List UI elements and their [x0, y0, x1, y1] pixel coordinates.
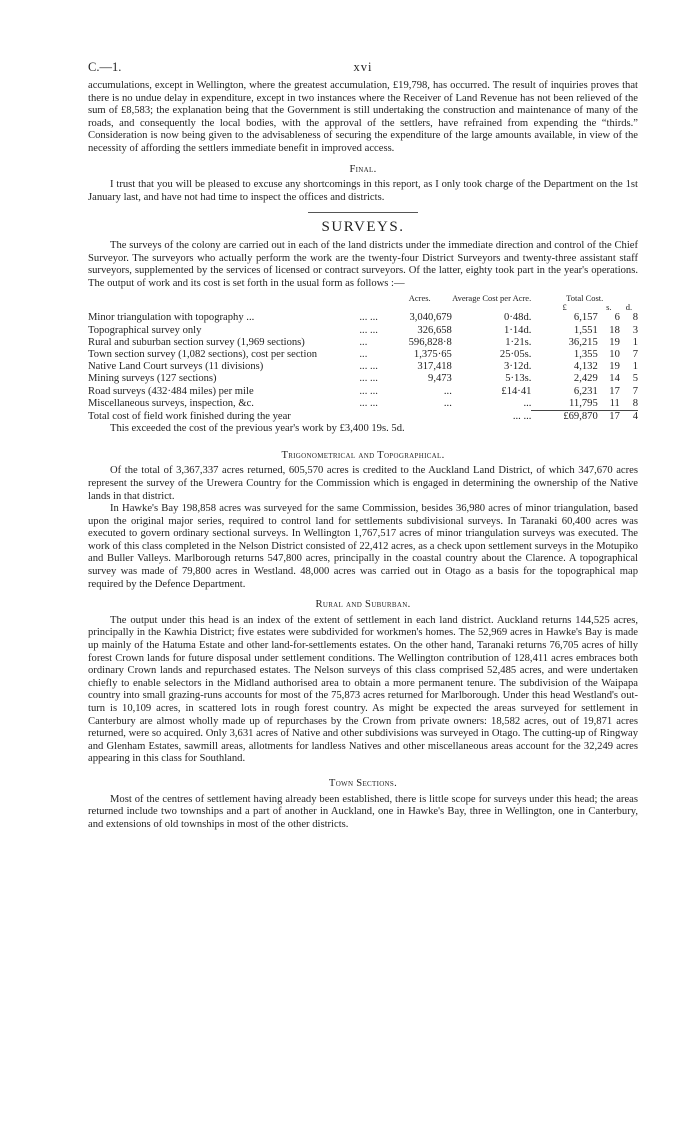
row-acres: 596,828·8: [408, 336, 452, 348]
row-average-cost: 5·13s.: [505, 373, 532, 385]
table-units-row: [88, 303, 638, 312]
row-shillings: 19: [609, 361, 620, 373]
row-pence: 1: [632, 361, 638, 373]
row-shillings: 6: [614, 312, 620, 324]
table-header-row: [88, 294, 638, 303]
intro-paragraph: accumulations, except in Wellington, where the greatest accumulation, £19,798, has occurred. The result of inquiries proves that there is no undue delay in expenditure, except in two instances where the Receiver of Land Revenue has not been relieved of the sum of £8,583; the explanation being that the Government is still undertaking the construction and maintenance of many of the roads, and consequently the local bodies, with the approval of the settlers, have refrained from expending the “thirds.” Consideration is now being given to the advisableness of securing the expenditure of the large amounts available, in view of the necessity of affording the settlers immediate benefit in improved access.: [88, 80, 638, 154]
row-description: Road surveys (432·484 miles) per mile: [88, 385, 254, 397]
row-pence: 7: [632, 348, 638, 360]
row-pounds: 36,215: [568, 336, 598, 348]
row-leader-dots: ... ...: [359, 324, 378, 336]
row-pounds: 6,231: [573, 385, 598, 397]
trig-paragraph-2: In Hawke's Bay 198,858 acres was surveyed for the same Commission, besides 36,980 acres of minor triangulation, based upon the original major series, required to control land for settlements subdivisional surveys. In Taranaki 60,400 acres was executed to govern ordinary sectional surveys. In Wellington 1,767,517 acres of minor triangulation surveys was executed. The work of this class completed in the Nelson District consisted of 22,412 acres, as a check upon settlement surveys in the Motupiko and Buller Valleys. Marlborough returns 547,800 acres, principally in the coastal country about the Clarence. A topographical survey was made of 79,800 acres in Westland. 48,000 acres was carried out in Otago as a basis for the topographical map required by the Defence Department.: [88, 503, 638, 590]
row-average-cost: 1·14d.: [504, 324, 532, 336]
page-header: [88, 60, 638, 76]
surveys-heading: SURVEYS.: [321, 219, 405, 236]
row-acres: 3,040,679: [409, 312, 452, 324]
row-acres: 9,473: [428, 373, 452, 385]
table-row: [88, 325, 638, 337]
row-description: Minor triangulation with topography ...: [88, 312, 255, 324]
final-heading: Final.: [349, 163, 377, 175]
page-number: xvi: [353, 60, 373, 74]
trig-heading: Trigonometrical and Topographical.: [281, 449, 445, 461]
row-description: Town section survey (1,082 sections), cost per section: [88, 348, 318, 360]
row-pence: 5: [632, 373, 638, 385]
row-pounds: 4,132: [573, 361, 598, 373]
row-acres: 317,418: [417, 361, 452, 373]
row-pence: 8: [632, 312, 638, 324]
row-leader-dots: ... ...: [359, 361, 378, 373]
rural-paragraph: The output under this head is an index of the extent of settlement in each land district. Auckland returns 144,525 acres, principally in the Kawhia District; five estates were subdivided for workmen's homes. The 52,969 acres in Hawke's Bay is made up mainly of the Hatuma Estate and other land-for-settlements estates. On the other hand, Taranaki returns 76,705 acres of hilly forest Crown lands for future disposal under settlement conditions. The Wellington contribution of 128,411 acres embraces both ordinary Crown lands and repurchased estates. The Nelson surveys of this class comprised 52,485 acres, and were undertaken chiefly to enable selectors in the Midland authorised area to obtain a more permanent tenure. The subdivision of the Waipapa country into small grazing-runs accounts for most of the 75,873 acres returned for Marlborough. Under this head Westland's out-turn is 10,109 acres, in scattered lots in rough forest country. As might be expected the areas surveyed for settlement in Canterbury are almost wholly made up of repurchases by the Crown from private owners: 18,582 acres, out of 19,871 acres returned, were so acquired. Only 3,631 acres of Native and other subdivisions was surveyed in Otago. The cutting-up of Ringway and Glenham Estates, sawmill areas, allotments for landless Natives and other miscellaneous areas account for the 32,249 acres appearing in this class for Southland.: [88, 614, 638, 765]
row-description: Native Land Court surveys (11 divisions): [88, 361, 264, 373]
town-heading: Town Sections.: [328, 777, 398, 789]
table-row: [88, 386, 638, 398]
row-acres: 1,375·65: [413, 348, 452, 360]
average-cost-column-header: Average Cost per Acre.: [452, 293, 532, 304]
row-description: Topographical survey only: [88, 324, 202, 336]
shillings-unit: s.: [606, 302, 612, 313]
row-acres: ...: [443, 398, 452, 410]
exceeded-note: This exceeded the cost of the previous year's work by £3,400 19s. 5d.: [110, 423, 405, 435]
total-pounds: £69,870: [531, 410, 597, 423]
town-paragraph: Most of the centres of settlement having already been established, there is little scope for surveys under this head; the areas returned include two townships and a part of another in Auckland, one in Hawke's Bay, three in Wellington, one in Canterbury, and extensions of old townships in most of the other districts.: [88, 793, 638, 830]
page-body: [88, 80, 638, 831]
row-pounds: 1,551: [573, 324, 598, 336]
row-description: Miscellaneous surveys, inspection, &c.: [88, 398, 254, 410]
row-acres: ...: [443, 385, 452, 397]
table-row: [88, 361, 638, 373]
table-row: [88, 337, 638, 349]
row-leader-dots: ...: [359, 348, 368, 360]
total-cost-column-header: Total Cost.: [566, 293, 604, 304]
row-pence: 3: [632, 324, 638, 336]
table-row: [88, 312, 638, 324]
table-row: [88, 398, 638, 411]
row-average-cost: ...: [523, 398, 532, 410]
total-shillings: 17: [598, 410, 620, 423]
row-leader-dots: ... ...: [359, 398, 378, 410]
row-pounds: 1,355: [573, 348, 598, 360]
row-description: Mining surveys (127 sections): [88, 373, 217, 385]
survey-cost-table: [88, 294, 638, 423]
surveys-intro-paragraph: The surveys of the colony are carried out in each of the land districts under the immediate direction and control of the Chief Surveyor. The surveyors who actually perform the work are the twenty-four District Surveyors and twenty-three assistant staff surveyors, supplemented by the services of licensed or contract surveyors. Of the latter, eighty took part in the year's operations. The output of work and its cost is set forth in the usual form as follows :—: [88, 239, 638, 289]
row-average-cost: 1·21s.: [505, 336, 532, 348]
total-pence: 4: [620, 410, 638, 423]
row-description: Rural and suburban section survey (1,969 sections): [88, 336, 305, 348]
pounds-unit: £: [562, 302, 567, 313]
row-acres: 326,658: [417, 324, 452, 336]
row-pounds: 11,795: [569, 397, 598, 409]
row-leader-dots: ... ...: [359, 373, 378, 385]
pence-unit: d.: [625, 302, 633, 313]
row-shillings: 14: [609, 373, 620, 385]
row-shillings: 17: [609, 385, 620, 397]
row-pence: 7: [632, 385, 638, 397]
row-shillings: 18: [609, 324, 620, 336]
report-reference: C.—1.: [88, 60, 122, 74]
row-average-cost: 25·05s.: [499, 348, 532, 360]
total-row: [88, 410, 638, 423]
row-pounds: 6,157: [573, 312, 598, 324]
row-pence: 8: [632, 397, 638, 409]
row-leader-dots: ...: [359, 336, 368, 348]
table-row: [88, 349, 638, 361]
rural-heading: Rural and Suburban.: [315, 599, 411, 611]
row-average-cost: 3·12d.: [504, 361, 532, 373]
total-label: Total cost of field work finished during the year: [88, 410, 291, 422]
row-shillings: 19: [609, 336, 620, 348]
row-average-cost: 0·48d.: [504, 312, 532, 324]
row-leader-dots: ... ...: [359, 385, 378, 397]
row-leader-dots: ... ...: [359, 312, 378, 324]
acres-column-header: Acres.: [408, 293, 431, 304]
row-pounds: 2,429: [573, 373, 598, 385]
row-pence: 1: [632, 336, 638, 348]
table-row: [88, 373, 638, 385]
row-shillings: 11: [609, 397, 620, 409]
section-divider: [308, 212, 418, 213]
row-average-cost: £14·41: [501, 385, 532, 397]
total-leader-dots: ... ...: [512, 410, 532, 422]
row-shillings: 10: [609, 348, 620, 360]
final-paragraph: I trust that you will be pleased to excuse any shortcomings in this report, as I only took charge of the Department on the 1st January last, and have not had time to inspect the offices and districts.: [88, 179, 638, 203]
trig-paragraph-1: Of the total of 3,367,337 acres returned, 605,570 acres is credited to the Auckland Land District, of which 347,670 acres represent the survey of the Urewera Country for the Commission which is engaged in determining the ownership of the Native lands in that district.: [88, 465, 638, 502]
